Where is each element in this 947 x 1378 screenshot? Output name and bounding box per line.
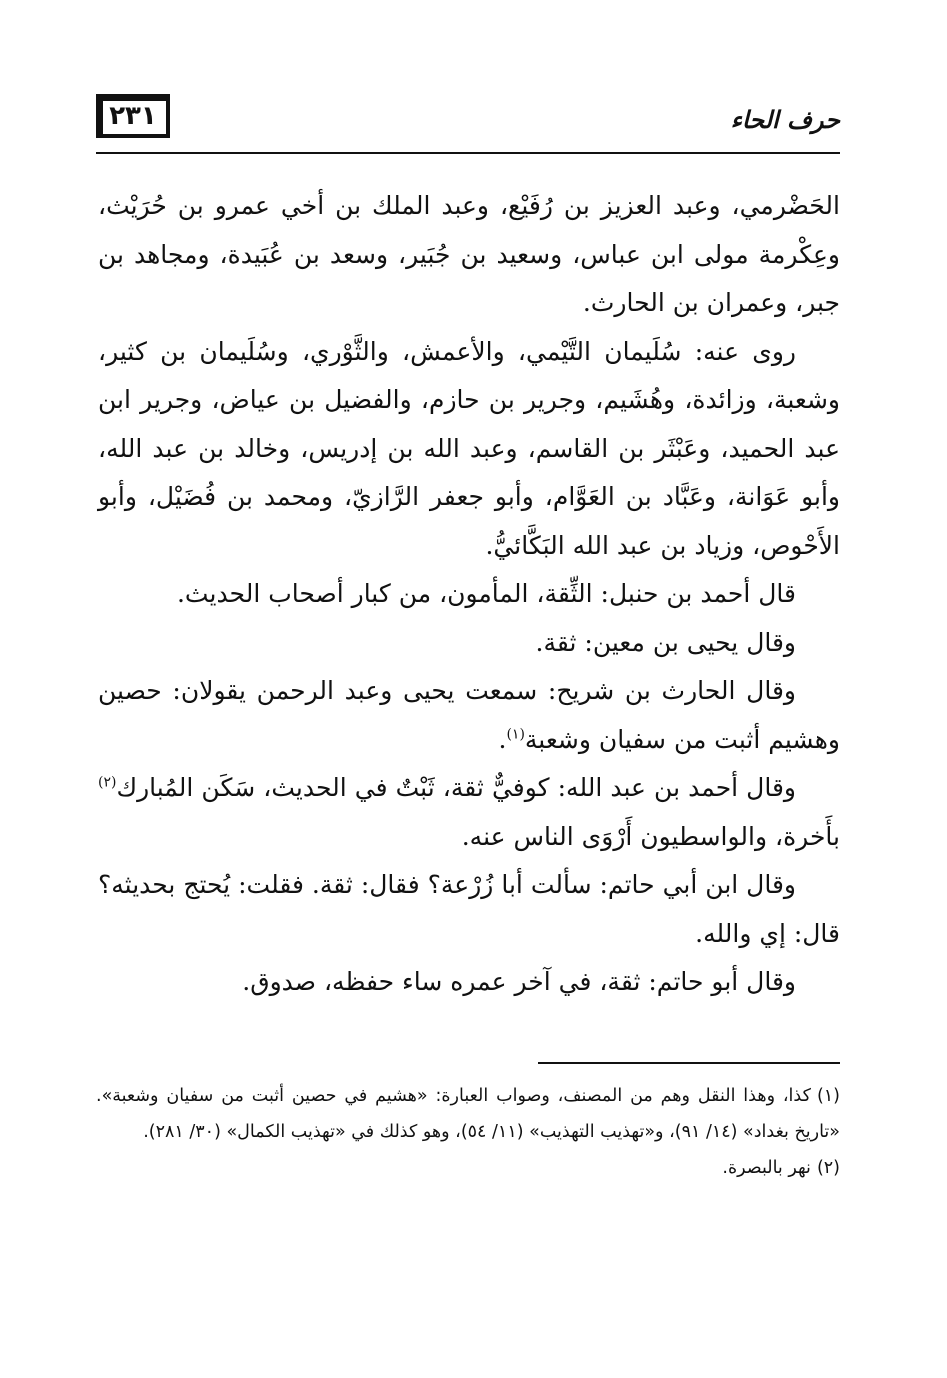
- page-number: ٢٣١: [96, 94, 170, 138]
- paragraph: قال أحمد بن حنبل: الثِّقة، المأمون، من كبار أصحاب الحديث.: [176, 579, 796, 608]
- footnote-number: (٢): [816, 1158, 840, 1178]
- paragraph: روى عنه: سُلَيمان التَّيْمي، والأعمش، والثَّوْري، وسُلَيمان بن كثير، وشعبة، وزائدة، وهُشَيم، وجرير بن حازم، والفضيل بن عياض، وجرير ابن عبد الحميد، وعَبْثَر بن القاسم، وعبد الله بن إدريس، وخالد بن عبد الله، وأبو عَوَانة، وعَبَّاد بن العَوَّام، وأبو جعفر الرَّازيّ، ومحمد بن فُضَيْل، وأبو الأَحْوص، وزياد بن عبد الله البَكَّائيُّ.: [98, 336, 840, 560]
- footnotes: [96, 1078, 840, 1186]
- footnote-ref-2[interactable]: (٢): [98, 774, 117, 791]
- footnote-text: كذا، وهذا النقل وهم من المصنف، وصواب العبارة: «هشيم في حصين أثبت من سفيان وشعبة». «تاريخ بغداد» (١٤/ ٩١)، و«تهذيب التهذيب» (١١/ ٥٤)، وهو كذلك في «تهذيب الكمال» (٣٠/ ٢٨١).: [96, 1086, 840, 1142]
- paragraph: وقال يحيى بن معين: ثقة.: [535, 627, 796, 657]
- paragraph: [98, 667, 840, 764]
- paragraph: وقال ابن أبي حاتم: سألت أبا زُرْعة؟ فقال: ثقة. فقلت: يُحتج بحديثه؟ قال: إي والله.: [98, 870, 840, 948]
- paragraph-end: بأَخرة، والواسطيون أَرْوَى الناس عنه.: [461, 821, 840, 851]
- footnote-2: [96, 1150, 840, 1186]
- footnote-text: نهر بالبصرة.: [722, 1158, 811, 1178]
- running-head: حرف الحاء: [730, 106, 840, 134]
- paragraph: الحَضْرمي، وعبد العزيز بن رُفَيْع، وعبد الملك بن أخي عمرو بن حُرَيْث، وعِكْرمة مولى ابن عباس، وسعيد بن جُبَير، وسعد بن عُبَيدة، ومجاهد بن جبر، وعمران بن الحارث.: [98, 191, 840, 317]
- paragraph: وقال أبو حاتم: ثقة، في آخر عمره ساء حفظه، صدوق.: [242, 967, 796, 996]
- footnote-1: [96, 1078, 840, 1150]
- paragraph: [98, 764, 840, 861]
- footnote-number: (١): [816, 1086, 840, 1106]
- main-text: [98, 182, 840, 1007]
- paragraph-text: وقال الحارث بن شريح: سمعت يحيى وعبد الرحمن يقولان: حصين وهشيم أثبت من سفيان وشعبة: [98, 676, 840, 754]
- header-rule: [96, 152, 840, 154]
- paragraph-end: .: [498, 724, 507, 754]
- footnote-separator: [538, 1062, 840, 1064]
- footnote-ref-1[interactable]: (١): [506, 726, 525, 743]
- page-header: [96, 88, 840, 154]
- paragraph-text: وقال أحمد بن عبد الله: كوفيٌّ ثقة، ثَبْتٌ في الحديث، سَكَن المُبارك: [116, 773, 796, 802]
